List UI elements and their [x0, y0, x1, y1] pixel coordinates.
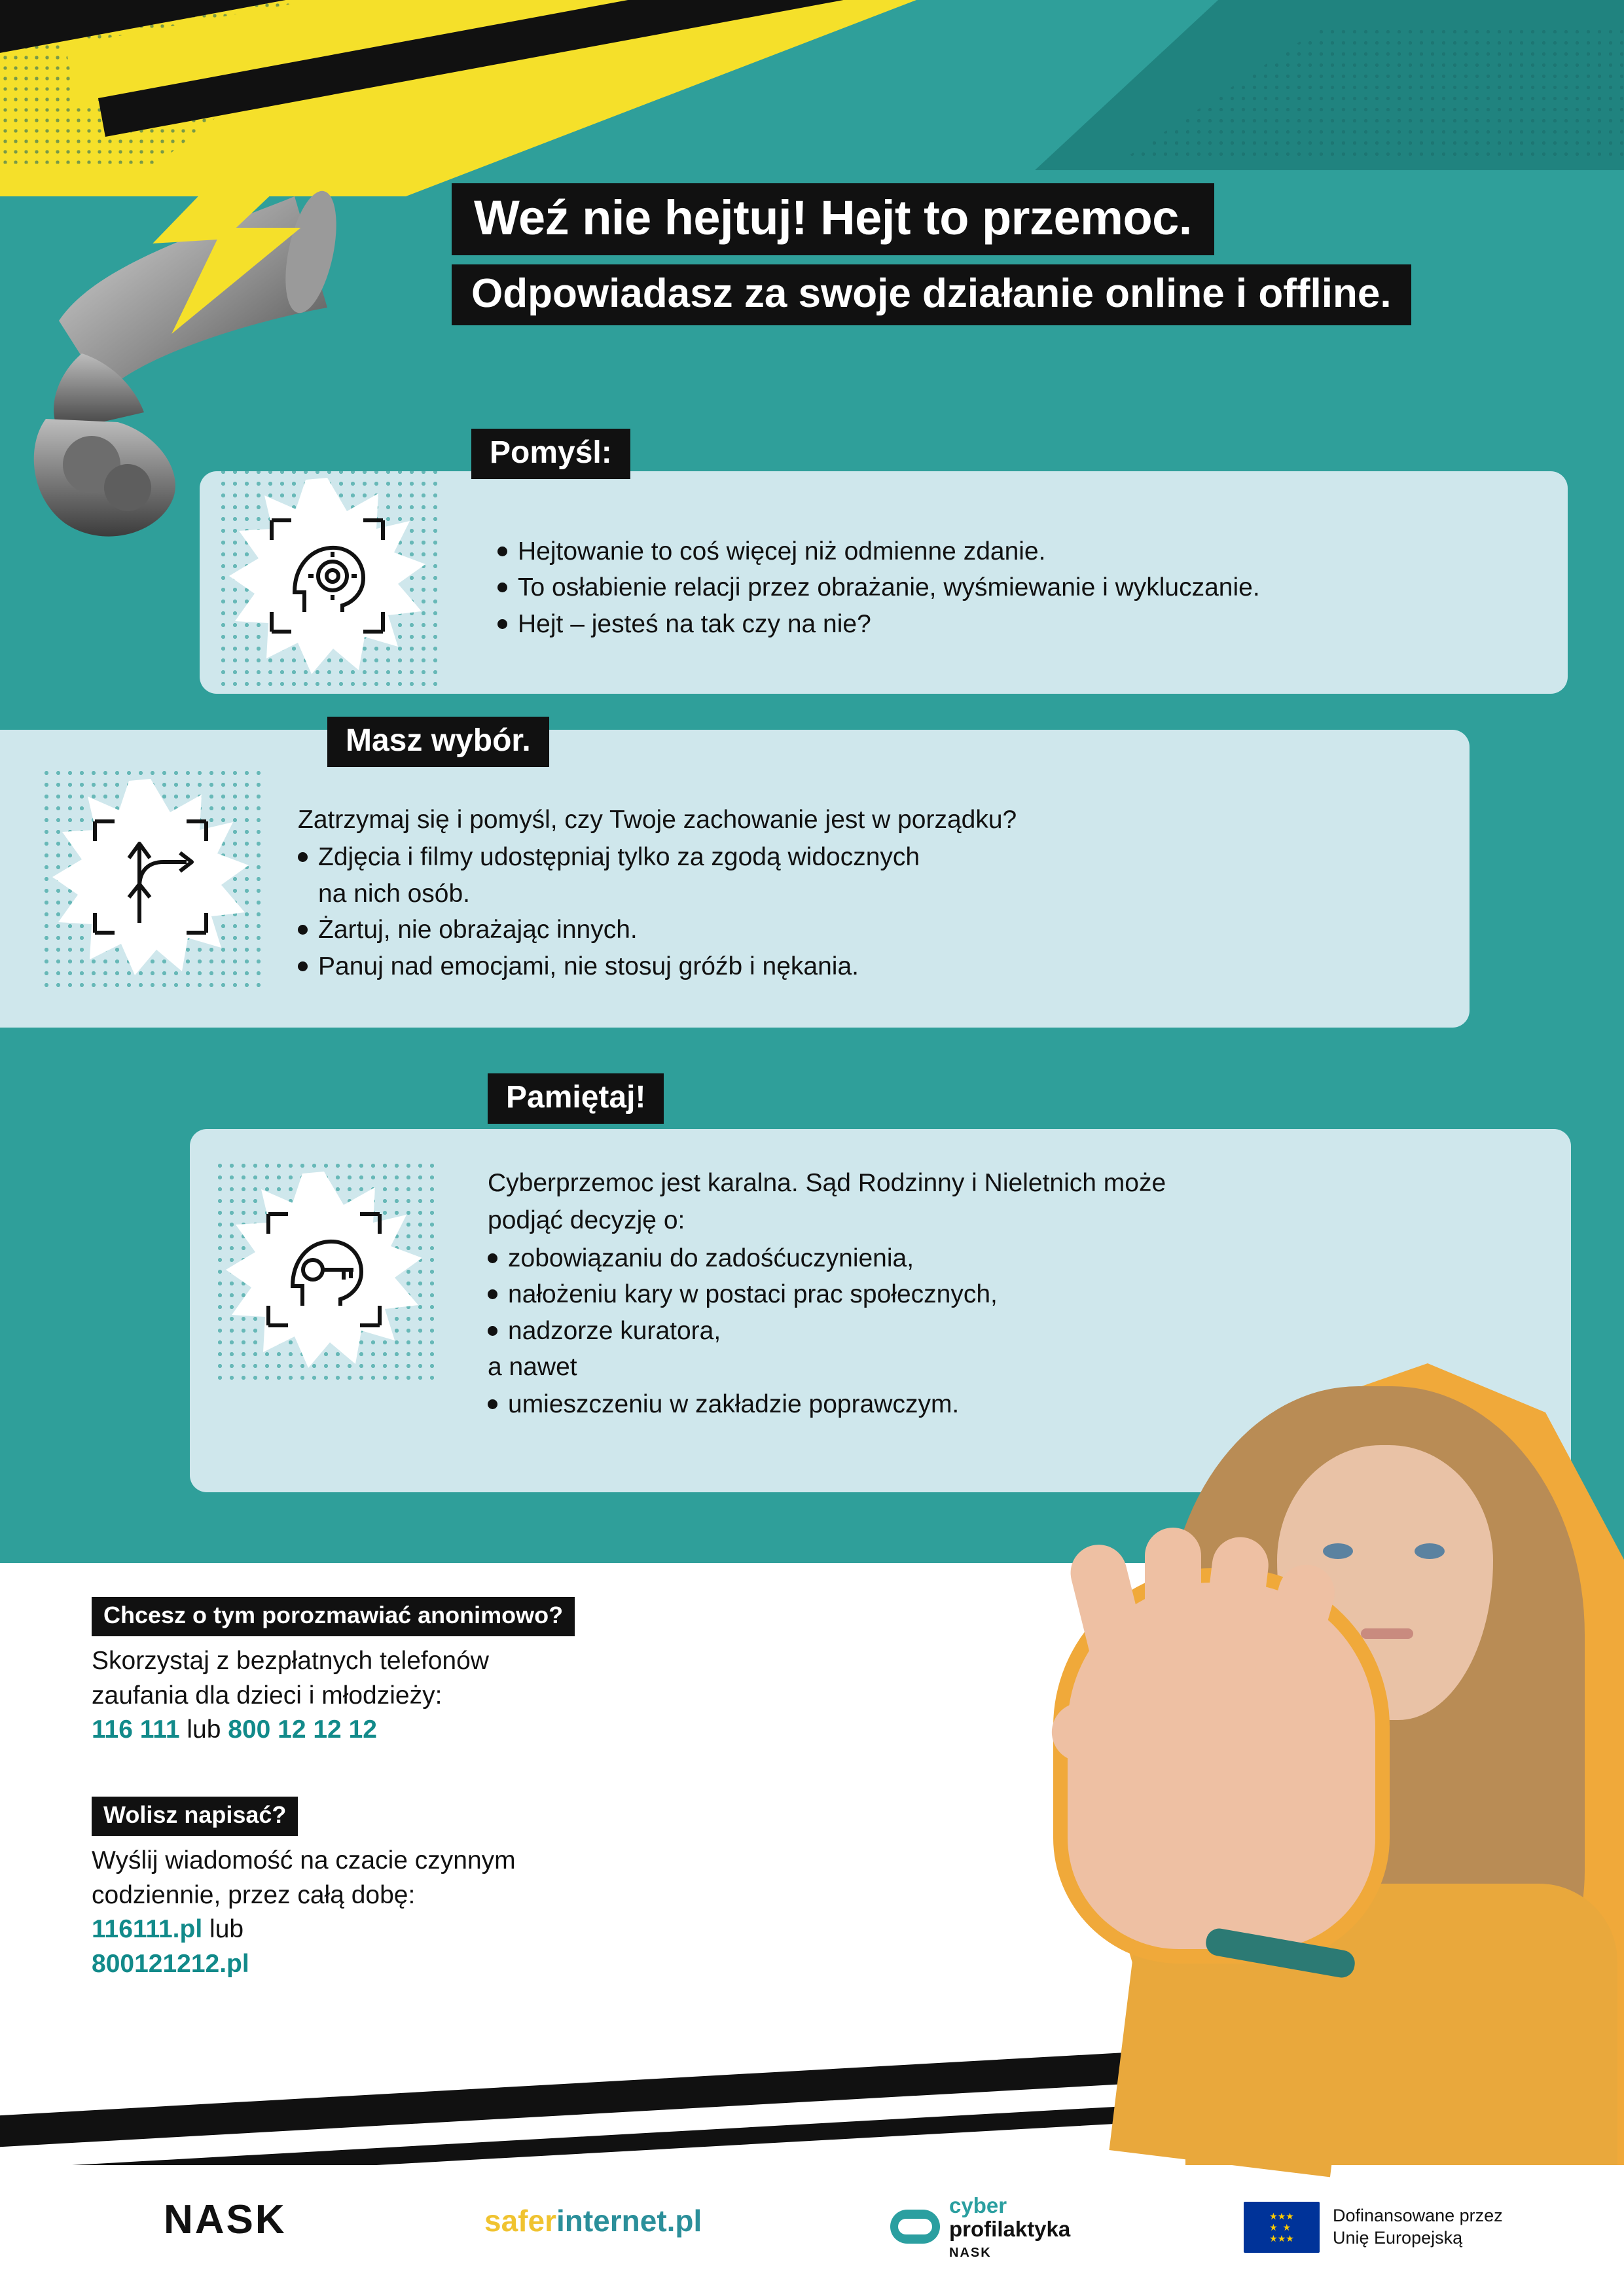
list-item-text: Zdjęcia i filmy udostępniaj tylko za zgodą widocznych	[318, 843, 920, 872]
cyber-line1: cyber	[949, 2193, 1007, 2217]
cyber-logo-text	[949, 2194, 1070, 2260]
cyber-line3: NASK	[949, 2245, 992, 2260]
contact-phone-line1: Skorzystaj z bezpłatnych telefonów	[92, 1647, 489, 1675]
bullet-dot	[497, 547, 507, 556]
cyber-mascot-icon	[890, 2210, 940, 2244]
contact-chat-block	[92, 1797, 516, 1982]
list-item	[497, 606, 1532, 642]
list-item-text: zobowiązaniu do zadośćuczynienia,	[508, 1244, 914, 1272]
list-item	[488, 1386, 1535, 1422]
paragraph: a nawet	[488, 1352, 577, 1381]
bullet-dot	[488, 1253, 497, 1263]
list-item-text: Hejtowanie to coś więcej niż odmienne zdanie.	[518, 537, 1046, 565]
chat-site-2[interactable]: 800121212.pl	[92, 1949, 249, 1978]
phone-joiner: lub	[179, 1715, 228, 1744]
list-item-text: nadzorze kuratora,	[508, 1316, 721, 1345]
list-item	[298, 948, 1437, 984]
list-item-text: To osłabienie relacji przez obrażanie, wyśmiewanie i wykluczanie.	[518, 573, 1260, 602]
cyberprofilaktyka-logo	[890, 2194, 1070, 2260]
section-text-1	[497, 533, 1532, 642]
saferinternet-part2: internet.pl	[556, 2204, 702, 2238]
eu-text-line1: Dofinansowane przez	[1333, 2206, 1503, 2226]
bullet-dot	[497, 619, 507, 629]
contact-chat-body	[92, 1844, 516, 1982]
eye-right	[1415, 1543, 1445, 1559]
paragraph: podjąć decyzję o:	[488, 1206, 685, 1235]
contact-chat-site-row-2	[92, 1947, 516, 1982]
paragraph: Zatrzymaj się i pomyśl, czy Twoje zachowanie jest w porządku?	[298, 806, 1017, 834]
saferinternet-part1: safer	[484, 2204, 556, 2238]
contact-phone-body	[92, 1644, 575, 1748]
list-item	[488, 1276, 1535, 1312]
arrows-choice-glyph	[88, 815, 213, 939]
list-item-text: Hejt – jesteś na tak czy na nie?	[518, 609, 871, 638]
contact-phone-line2: zaufania dla dzieci i młodzieży:	[92, 1681, 442, 1710]
mouth	[1361, 1628, 1413, 1639]
list-item	[488, 1313, 1535, 1349]
contact-chat-line2: codziennie, przez całą dobę:	[92, 1880, 416, 1909]
contact-chat-line1: Wyślij wiadomość na czacie czynnym	[92, 1846, 516, 1874]
list-item-text: Panuj nad emocjami, nie stosuj gróźb i nękania.	[318, 952, 859, 980]
section-text-3	[488, 1165, 1535, 1423]
phone-number-1[interactable]: 116 111	[92, 1715, 180, 1744]
eu-flag-icon	[1244, 2202, 1320, 2253]
eu-funding-text	[1333, 2205, 1503, 2250]
contact-phone-block	[92, 1597, 575, 1748]
head-key-glyph	[262, 1208, 386, 1332]
list-item	[497, 569, 1532, 605]
contact-phone-tag: Chcesz o tym porozmawiać anonimowo?	[92, 1597, 575, 1636]
chat-joiner: lub	[202, 1915, 244, 1944]
section-text-2	[298, 802, 1437, 984]
list-item	[497, 533, 1532, 569]
bullet-dot	[298, 961, 308, 971]
chat-site-1[interactable]: 116111.pl	[92, 1915, 203, 1944]
list-item	[298, 912, 1437, 948]
head-key-icon	[226, 1172, 422, 1368]
bullet-dot	[497, 583, 507, 592]
contact-chat-site-row-1	[92, 1912, 516, 1947]
cyber-line2: profilaktyka	[949, 2217, 1071, 2242]
finger	[1145, 1528, 1201, 1678]
girl-stop-gesture-photo	[969, 1347, 1624, 2165]
headline-block	[452, 183, 1578, 325]
phone-number-2[interactable]: 800 12 12 12	[228, 1715, 377, 1744]
list-item-text: umieszczeniu w zakładzie poprawczym.	[508, 1390, 960, 1419]
nask-logo: NASK	[164, 2197, 287, 2242]
headline-primary: Weź nie hejtuj! Hejt to przemoc.	[452, 183, 1214, 255]
bullet-dot	[298, 852, 308, 862]
eu-stars: ★★★ ★ ★ ★★★	[1269, 2210, 1294, 2244]
list-item-continuation: na nich osób.	[318, 879, 471, 908]
contact-chat-tag: Wolisz napisać?	[92, 1797, 298, 1836]
saferinternet-logo	[484, 2203, 702, 2238]
section-tag-3: Pamiętaj!	[488, 1073, 664, 1124]
list-item-text: Żartuj, nie obrażając innych.	[318, 916, 638, 944]
eu-funding-logo	[1244, 2202, 1503, 2253]
head-gear-glyph	[265, 514, 389, 638]
eu-text-line2: Unię Europejską	[1333, 2228, 1463, 2248]
bullet-dot	[488, 1289, 497, 1299]
contact-phone-numbers	[92, 1713, 575, 1748]
bullet-dot	[488, 1399, 497, 1409]
list-item	[488, 1240, 1535, 1276]
list-item	[298, 839, 1437, 875]
bullet-dot	[488, 1326, 497, 1336]
headline-secondary: Odpowiadasz za swoje działanie online i offline.	[452, 264, 1411, 325]
paragraph: Cyberprzemoc jest karalna. Sąd Rodzinny i Nieletnich może	[488, 1169, 1166, 1197]
section-tag-2: Masz wybór.	[327, 717, 549, 767]
section-tag-1: Pomyśl:	[471, 429, 630, 479]
bullet-dot	[298, 925, 308, 935]
arrows-choice-icon	[52, 779, 249, 975]
head-gear-icon	[229, 478, 425, 674]
eye-left	[1323, 1543, 1353, 1559]
footer-logo-bar	[0, 2165, 1624, 2296]
list-item-text: nałożeniu kary w postaci prac społecznych,	[508, 1280, 998, 1309]
